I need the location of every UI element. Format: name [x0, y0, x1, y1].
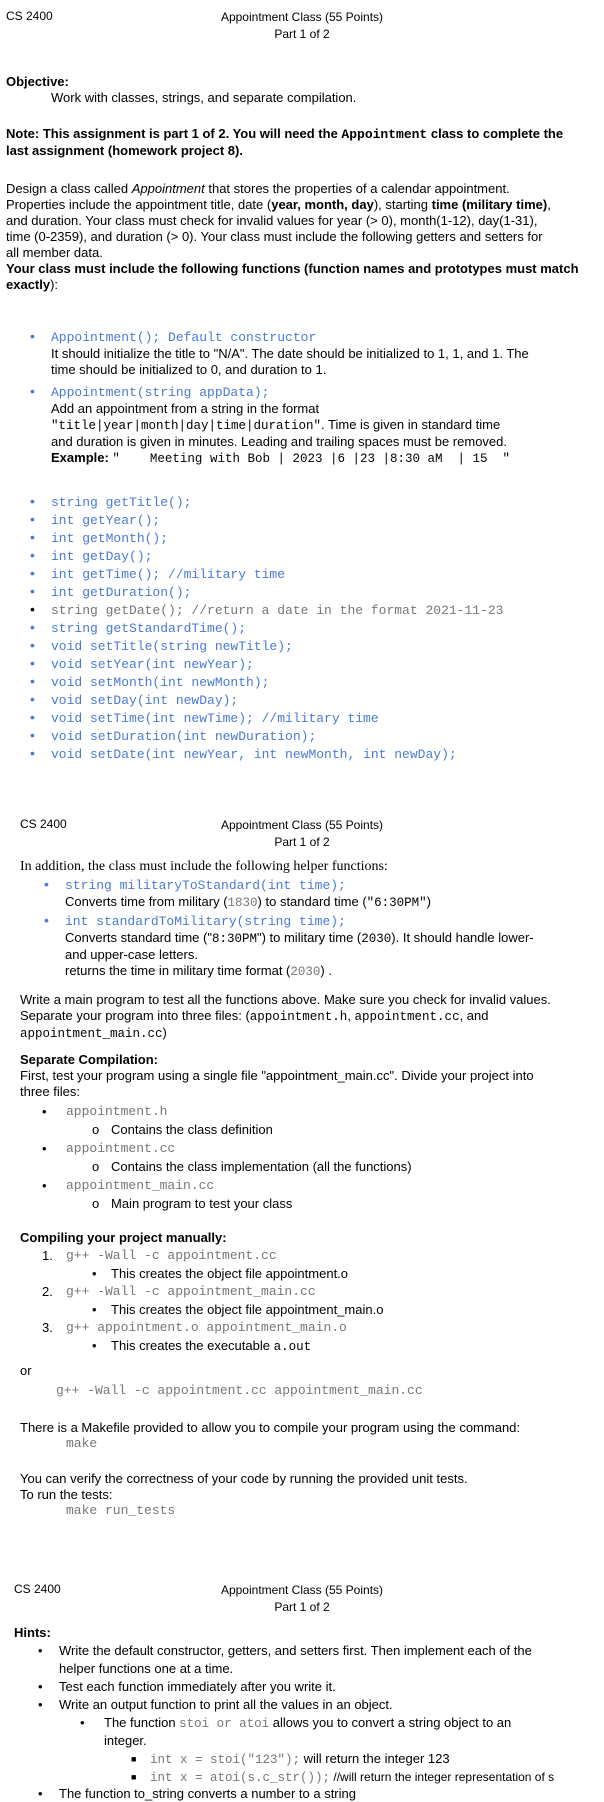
list-item: • string getDate(); //return a date in the format 2021-11-23 — [0, 601, 604, 619]
page-header — [0, 1573, 604, 1614]
part-label: Part 1 of 2 — [274, 27, 330, 41]
list-item: • int getMonth(); — [0, 529, 604, 547]
constructor-list — [0, 328, 604, 346]
page-header — [0, 808, 604, 849]
file-list: • appointment.h o Contains the class definition • appointment.cc o Contains the class implementation (all the functions) • appointment_main.cc o Main program to test your class — [0, 1104, 604, 1215]
list-item: • void setMonth(int newMonth); — [0, 673, 604, 691]
note-block: Note: This assignment is part 1 of 2. You will need the Appointment class to complete the last assignment (homework project 8). — [6, 126, 564, 158]
design-description: Design a class called Appointment that stores the properties of a calendar appointment. Properties include the appointment title, date (year, month, day), starting time (military time), and duration. Your class must check for invalid values for year (> 0), month(1-12), day(1-31), time (0-2359), and duration (> 0). Your class must include the following getters and setters for all member data. Your class must include the following functions (function names and prototypes must match exactly): — [6, 181, 579, 292]
part-label: Part 1 of 2 — [274, 1600, 330, 1614]
helper-function-list — [14, 876, 604, 894]
example-string: " Meeting with Bob | 2023 |6 |23 |8:30 aM | 15 " — [112, 452, 510, 466]
list-item: • void setDate(int newYear, int newMonth, int newDay); — [0, 745, 604, 763]
list-item: • void setDuration(int newDuration); — [0, 727, 604, 745]
main-program-desc: Write a main program to test all the functions above. Make sure you check for invalid values. Separate your program into three files: (appointment.h, appointment.cc, and appointment_main.cc) — [20, 992, 551, 1041]
assignment-title: Appointment Class (55 Points) — [220, 1583, 384, 1597]
or-label: or — [20, 1363, 32, 1378]
list-item: • int getDay(); — [0, 547, 604, 565]
list-item: • void setYear(int newYear); — [0, 655, 604, 673]
list-item: 2. g++ -Wall -c appointment_main.cc — [42, 1284, 316, 1299]
hints-list: • Write the default constructor, getters, and setters first. Then implement each of the helper functions one at a time. • Test each function immediately after you write it. • Write an output function to print all the values in an object. • The function stoi or atoi allows you to convert a string object to an integer. ■ int x = stoi("123"); will return the integer 123 ■ int x = atoi(s.c_str()); //will return the integer representation of s — [0, 1643, 604, 1787]
list-item — [0, 328, 604, 346]
compile-steps: 1. g++ -Wall -c appointment.cc • This creates the object file appointment.o 2. g++ -Wall -c appointment_main.cc • This creates the object file appointment_main.o 3. g++ appointment.o appointment_main.o • This creates the executable a.out — [0, 1248, 604, 1356]
course-code: CS 2400 — [14, 1582, 61, 1596]
list-item: • string getTitle(); — [0, 493, 604, 511]
assignment-title: Appointment Class (55 Points) — [220, 10, 384, 24]
page-3: CS 2400 Appointment Class (55 Points) Part 1 of 2 Hints: • Write the default constructor, getters, and setters first. Then implement each of the helper functions one at a time. • Test each function immediately after you write it. • Write an output function to print all the values in an object. • The function stoi or atoi allows you to convert a string object to an integer. ■ int x = stoi("123"); will return the integer 123 ■ int x = atoi(s.c_str()); //will return the integer representation of s • The function to_string converts a number to a string — [0, 1573, 604, 1609]
alt-compile-cmd: g++ -Wall -c appointment.cc appointment_main.cc — [56, 1383, 423, 1398]
list-item: ■ int x = stoi("123"); will return the integer 123 — [131, 1751, 450, 1767]
member-function-list — [0, 493, 604, 763]
list-item: 1. g++ -Wall -c appointment.cc — [42, 1248, 277, 1263]
list-item: • appointment.h — [42, 1104, 168, 1119]
truncated-line: The function to_string converts a number to a string — [59, 1786, 356, 1801]
list-item — [0, 383, 604, 401]
list-item: • void setTitle(string newTitle); — [0, 637, 604, 655]
objective-heading: Objective: — [6, 74, 69, 89]
assignment-title: Appointment Class (55 Points) — [220, 818, 384, 832]
list-item: • appointment_main.cc — [42, 1178, 215, 1193]
list-item: • Write the default constructor, getters, and setters first. Then implement each of the — [38, 1643, 532, 1658]
compile-heading: Compiling your project manually: — [20, 1230, 227, 1245]
list-item: • Test each function immediately after you write it. — [38, 1679, 336, 1694]
page-1: CS 2400 Appointment Class (55 Points) Part 1 of 2 Objective: Work with classes, strings, and separate compilation. Note: This assignment is part 1 of 2. You will need the Appointment class to complete the last assignment (homework project 8). Design a class called Appointment that stores the properties of a calendar appointment. Properties include the appointment title, date (year, month, day), starting time (military time), and duration. Your class must check for invalid values for year (> 0), month(1-12), day(1-31), time (0-2359), and duration (> 0). Your class must include the following getters and setters for all member data. Your class must include the following functions (function names and prototypes must match exactly): • Appointment(); Default constructor It should initialize the title to "N/A". The date should be initialized to 1, 1, and 1. The time should be initialized to 0, and duration to 1. • Appointment(string appData); Add an appointment from a string in the format "title|year|month|day|time|duration". Time is given in standard time and duration is given in minutes. Leading and trailing spaces must be removed. Example: " Meeting with Bob | 2023 |6 |23 |8:30 aM | 15 " • string getTitle(); • int getYear(); • int getMonth(); • int getDay(); • int getTime(); //military time • int getDuration(); • string getDate(); //return a date in the format 2021-11-23 • string getStandardTime(); • void setTitle(string newTitle); • void setYear(int newYear); • void setMonth(int newMonth); • void setDay(int newDay); • void setTime(int newTime); //military time • void setDuration(int newDuration); • void setDate(int newYear, int newMonth, int newDay); — [0, 0, 604, 36]
hints-heading: Hints: — [14, 1625, 51, 1640]
list-item: • Write an output function to print all the values in an object. — [38, 1697, 393, 1712]
course-code: CS 2400 — [20, 817, 67, 831]
string-constructor: Appointment(string appData); — [51, 385, 270, 400]
list-item: • void setDay(int newDay); — [0, 691, 604, 709]
list-item: • int standardToMilitary(string time); — [14, 912, 604, 930]
default-constructor: Appointment(); Default constructor — [51, 330, 317, 345]
page-2: CS 2400 Appointment Class (55 Points) Part 1 of 2 In addition, the class must include the following helper functions: • string militaryToStandard(int time); Converts time from military (1830) to standard time ("6:30PM") • int standardToMilitary(string time); Converts standard time ("8:30PM") to military time (2030). It should handle lower- and upper-case letters. returns the time in military time format (2030) . Write a main program to test all the functions above. Make sure you check for invalid values. Separate your program into three files: (appointment.h, appointment.cc, and appointment_main.cc) Separate Compilation: First, test your program using a single file "appointment_main.cc". Divide your project into three files: • appointment.h o Contains the class definition • appointment.cc o Contains the class implementation (all the functions) • appointment_main.cc o Main program to test your class Compiling your project manually: 1. g++ -Wall -c appointment.cc • This creates the object file appointment.o 2. g++ -Wall -c appointment_main.cc • This creates the object file appointment_main.o 3. g++ appointment.o appointment_main.o • This creates the executable a.out or g++ -Wall -c appointment.cc appointment_main.cc There is a Makefile provided to allow you to compile your program using the command: make You can verify the correctness of your code by running the provided unit tests. To run the tests: make run_tests — [0, 808, 604, 844]
list-item: ■ int x = atoi(s.c_str()); //will return the integer representation of s — [131, 1770, 555, 1785]
list-item: • int getDuration(); — [0, 583, 604, 601]
tests-section: You can verify the correctness of your code by running the provided unit tests. To run the tests: make run_tests — [20, 1471, 468, 1518]
separate-compilation: Separate Compilation: First, test your program using a single file "appointment_main.cc". Divide your project into three files: — [20, 1052, 534, 1099]
objective-text: Work with classes, strings, and separate compilation. — [51, 90, 357, 105]
list-item: • string getStandardTime(); — [0, 619, 604, 637]
list-item: 3. g++ appointment.o appointment_main.o — [42, 1320, 347, 1335]
makefile-section: There is a Makefile provided to allow you to compile your program using the command: make — [20, 1420, 521, 1451]
list-item: • int getTime(); //military time — [0, 565, 604, 583]
list-item: • The function stoi or atoi allows you to convert a string object to an — [80, 1715, 512, 1731]
list-item: • int getYear(); — [0, 511, 604, 529]
part-label: Part 1 of 2 — [274, 835, 330, 849]
course-code: CS 2400 — [6, 9, 53, 23]
class-name: Appointment — [341, 127, 428, 142]
helpers-intro: In addition, the class must include the following helper functions: — [20, 859, 388, 874]
list-item: • void setTime(int newTime); //military time — [0, 709, 604, 727]
list-item: • string militaryToStandard(int time); — [14, 876, 604, 894]
list-item: • appointment.cc — [42, 1141, 176, 1156]
page-header — [0, 0, 604, 41]
